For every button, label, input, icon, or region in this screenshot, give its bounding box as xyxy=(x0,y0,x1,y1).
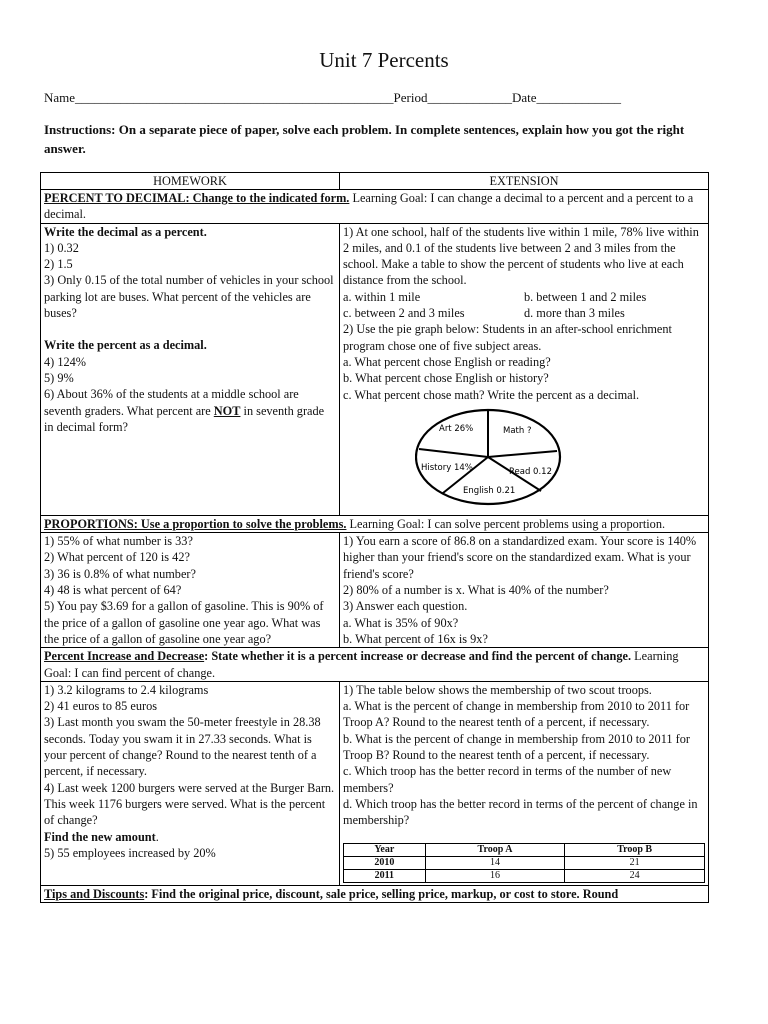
subheading-text: Find the new amount xyxy=(44,829,156,844)
problem: 5) You pay $3.69 for a gallon of gasoline. This is 90% of the price of a gallon of gasoline one year ago. What was the price of a gallon of gasoline one year ago? xyxy=(44,599,324,646)
problem: 1) 55% of what number is 33? xyxy=(44,534,193,549)
pie-label-history: History 14% xyxy=(421,462,473,473)
instructions: Instructions: On a separate piece of paper, solve each problem. In complete sentences, explain how you got the right answer. xyxy=(44,122,685,156)
learning-goal: Learning Goal: I can change a decimal to a percent and a percent to a decimal. xyxy=(44,191,694,222)
date-label: Date xyxy=(512,90,537,105)
cell-troop-a: 14 xyxy=(425,856,565,869)
section-header-tips-discounts xyxy=(41,885,709,902)
option: b. between 1 and 2 miles xyxy=(524,289,647,304)
period-label: Period xyxy=(393,90,428,105)
problem: 2) What percent of 120 is 42? xyxy=(44,550,190,565)
learning-goal: Learning Goal: I can find percent of change. xyxy=(44,649,679,680)
cell-troop-b: 24 xyxy=(565,869,705,882)
problem: 2) 80% of a number is x. What is 40% of the number? xyxy=(343,583,609,598)
subquestion: a. What percent chose English or reading? xyxy=(343,354,551,369)
section-title: PERCENT TO DECIMAL: Change to the indicated form. xyxy=(44,191,350,205)
subquestion: c. What percent chose math? Write the percent as a decimal. xyxy=(343,387,640,402)
problem-text: in seventh grade in decimal form? xyxy=(44,403,325,434)
troop-table-header xyxy=(344,843,705,856)
pie-label-art: Art 26% xyxy=(439,423,474,434)
subquestion: c. Which troop has the better record in terms of the number of new members? xyxy=(343,764,672,795)
subquestion: b. What is the percent of change in membership from 2010 to 2011 for Troop B? Round to the nearest tenth of a percent, if necessary. xyxy=(343,731,690,763)
problem: 1) 3.2 kilograms to 2.4 kilograms xyxy=(44,682,209,697)
extension-cell xyxy=(340,533,709,648)
pie-chart-container xyxy=(343,403,705,515)
section-instruction: : Find the original price, discount, sale price, selling price, markup, or cost to store. Round xyxy=(144,886,619,901)
problem: 3) Only 0.15 of the total number of vehicles in your school parking lot are buses. What percent of the vehicles are buses? xyxy=(44,273,334,321)
problem: 1) You earn a score of 86.8 on a standardized exam. Your score is 140% higher than your friend's score on the standardized exam. What is your friend's score? xyxy=(343,534,697,581)
troop-table-row xyxy=(344,869,705,882)
subquestion: b. What percent of 16x is 9x? xyxy=(343,631,488,646)
section-header-proportions xyxy=(41,515,709,532)
problem: 3) Last month you swam the 50-meter freestyle in 28.38 seconds. Today you swam it in 27.33 seconds. What is your percent of change? Round to the nearest tenth of a percent, if necessary. xyxy=(44,715,321,779)
subquestion: a. What is the percent of change in membership from 2010 to 2011 for Troop A? Round to the nearest tenth of a percent, if necessary. xyxy=(343,699,690,730)
troop-membership-table xyxy=(343,843,705,883)
problem: 4) 124% xyxy=(44,354,87,369)
subheading: Write the percent as a decimal. xyxy=(44,338,207,353)
name-period-date-line xyxy=(44,90,621,106)
date-blank[interactable]: _____________ xyxy=(536,90,622,105)
header-troop-a: Troop A xyxy=(425,843,565,856)
cell-troop-b: 21 xyxy=(565,856,705,869)
extension-cell xyxy=(340,223,709,515)
subquestion: d. Which troop has the better record in terms of the percent of change in membership? xyxy=(343,796,698,828)
section-header-percent-change xyxy=(41,648,709,682)
problem: 1) The table below shows the membership of two scout troops. xyxy=(343,682,652,697)
subheading-period: . xyxy=(155,829,159,844)
section-body-percent-change xyxy=(41,681,709,885)
pie-label-math: Math ? xyxy=(503,425,532,436)
options-row xyxy=(343,305,705,321)
page-title: Unit 7 Percents xyxy=(319,48,449,72)
section-title: PROPORTIONS: Use a proportion to solve the problems. xyxy=(44,516,347,531)
pie-label-read: Read 0.12 xyxy=(509,466,552,477)
problem-text: 6) About 36% of the students at a middle school are seventh graders. What percent are xyxy=(44,387,299,418)
problem: 4) 48 is what percent of 64? xyxy=(44,583,182,598)
problem xyxy=(44,386,336,435)
worksheet-table xyxy=(40,172,709,903)
section-title: Tips and Discounts xyxy=(44,886,145,901)
problem: 2) Use the pie graph below: Students in an after-school enrichment program chose one of five subject areas. xyxy=(343,322,672,353)
header-troop-b: Troop B xyxy=(565,843,705,856)
options-row xyxy=(343,289,705,305)
homework-cell xyxy=(41,533,340,648)
section-body-proportions xyxy=(41,533,709,648)
problem: 3) Answer each question. xyxy=(343,599,468,614)
troop-table-row xyxy=(344,856,705,869)
problem: 5) 9% xyxy=(44,370,74,385)
problem: 4) Last week 1200 burgers were served at the Burger Barn. This week 1176 burgers were served. What is the percent of change? xyxy=(44,780,335,828)
option: d. more than 3 miles xyxy=(524,306,625,321)
subheading: Write the decimal as a percent. xyxy=(44,224,207,239)
pie-chart xyxy=(415,407,565,507)
period-blank[interactable]: _____________ xyxy=(427,90,512,105)
emphasis-not: NOT xyxy=(213,403,241,418)
homework-header: HOMEWORK xyxy=(41,173,340,190)
section-instruction: : State whether it is a percent increase or decrease and find the percent of change. xyxy=(204,649,632,664)
cell-year: 2011 xyxy=(344,869,426,882)
name-blank[interactable]: _________________________________________________ xyxy=(75,90,394,105)
subheading xyxy=(44,829,336,845)
homework-cell xyxy=(41,223,340,515)
section-body-percent-to-decimal xyxy=(41,223,709,515)
extension-cell xyxy=(340,681,709,885)
problem: 2) 1.5 xyxy=(44,257,73,272)
problem: 5) 55 employees increased by 20% xyxy=(44,845,216,860)
option: a. within 1 mile xyxy=(343,289,421,304)
problem: 2) 41 euros to 85 euros xyxy=(44,699,158,714)
option: c. between 2 and 3 miles xyxy=(343,306,465,321)
cell-year: 2010 xyxy=(344,856,426,869)
homework-cell xyxy=(41,681,340,885)
learning-goal: Learning Goal: I can solve percent problems using a proportion. xyxy=(346,516,666,531)
problem: 3) 36 is 0.8% of what number? xyxy=(44,566,196,581)
subquestion: a. What is 35% of 90x? xyxy=(343,615,459,630)
section-header-percent-to-decimal xyxy=(41,190,709,224)
pie-label-english: English 0.21 xyxy=(463,485,516,496)
name-label: Name xyxy=(44,90,76,105)
header-year: Year xyxy=(344,843,426,856)
cell-troop-a: 16 xyxy=(425,869,565,882)
extension-header: EXTENSION xyxy=(340,173,709,190)
problem: 1) At one school, half of the students live within 1 mile, 78% live within 2 miles, and 0.1 of the students live between 2 and 3 miles from the school. Make a table to show the percent of students who live at each distance from the school. xyxy=(343,224,699,288)
problem: 1) 0.32 xyxy=(44,240,79,255)
section-title: Percent Increase and Decrease xyxy=(44,649,205,664)
subquestion: b. What percent chose English or history? xyxy=(343,371,549,386)
column-header-row xyxy=(41,173,709,190)
